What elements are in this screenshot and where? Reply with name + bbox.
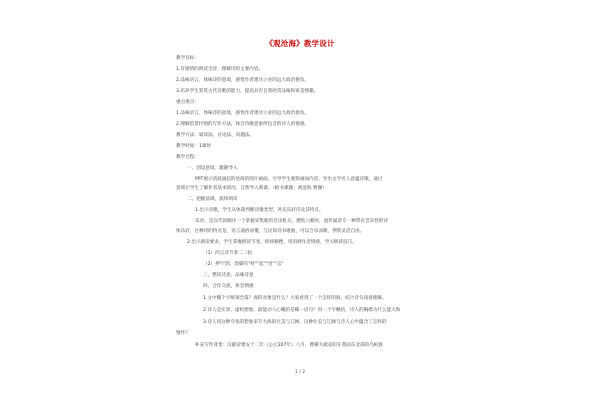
- body-line: 1.出示诗歌，学生从体裁判断诗歌类型，补充乐府诗及其特点。: [195, 208, 324, 213]
- body-line: 教学时间：1课时: [176, 144, 212, 149]
- body-line: 3.培养学生鉴赏古代诗歌的能力，提高具有自我欣赏品味和审美情趣。: [176, 89, 319, 94]
- body-line: 补充写作背景：汉献帝建安十二年（公元207年）八月，曹操大破袁绍在我国东北部的乌桓族: [195, 343, 383, 348]
- body-line: 2.诗人是实景，虚构想象，最能动人心魄的是哪一语句？用一个字概括，诗人的胸襟为什么能大和: [203, 308, 401, 313]
- document-title: 《观沧海》教学设计: [265, 39, 335, 48]
- body-line: 教学目标：: [176, 56, 199, 61]
- body-line: 体乐府，这种诗的特点是，语言通俗易懂，与民间诗书歌曲，可以合乐而歌，押韵灵活自由。: [176, 229, 365, 234]
- section-heading: 二、把握基调，演绎朗读: [187, 197, 238, 202]
- section-heading: 三、整读诗意，品味诗意: [203, 273, 254, 278]
- section-heading: 四、合作交流，体会情感: [203, 284, 254, 289]
- section-heading: 一、创设意境，激趣导入: [187, 166, 238, 171]
- body-line: 2.出示朗读要求，学生掌握朗读节奏，抑扬顿挫，用语调作者情感，学习朗读技巧。: [187, 240, 357, 245]
- body-line: 乐府，是汉代的顺序一个掌握采集歌的音乐机关，搜集六朝时，流传诵读专一种带有音乐性的诗: [195, 219, 388, 224]
- body-line: 2.品味语言，体味诗的意境，感悟作者建功立业的远大政治抱负。: [176, 78, 310, 83]
- body-line: 教学方法：诵读法、讨论法、问题法。: [176, 133, 255, 138]
- body-line: 意境让学生了解作者基本情况，自然导入新课。（板书课题：观沧海 曹操）: [176, 186, 327, 191]
- body-line: 1.有感情的朗读全诗，理解诗的主要内容。: [176, 67, 264, 72]
- body-line: 情怀？: [176, 331, 190, 336]
- body-line: PPT展示清波涌起的沧海的图片画面，引导学生观察画面内容，导出文学名人意蕴诗歌，通过: [195, 177, 383, 182]
- body-line: 3.诗人用这种夸张的想象来写大海的壮美与辽阔，这种壮美与辽阔与诗人心中蕴含了怎样的: [203, 320, 387, 325]
- page-number: 1 / 2: [294, 370, 306, 375]
- body-line: 重点难点：: [176, 100, 199, 105]
- body-line: 2.理解借景抒情的写作方法，体会诗歌意象所包含的诗人的情感。: [176, 122, 310, 127]
- body-line: （1）四言诗节奏二二拍: [203, 251, 252, 256]
- body-line: 教学过程：: [176, 155, 199, 160]
- body-line: 1.品味语言，体味诗的意境，感悟作者建功立业的远大政治抱负。: [176, 111, 310, 116]
- body-line: （2）押"i"韵，韵脚有"峙""起""里""志": [203, 262, 284, 267]
- body-line: 1.文中哪个字统领全篇？观的对象是什么？大家看到了一个怎样的海，结合诗句谈谈理解。: [203, 296, 387, 301]
